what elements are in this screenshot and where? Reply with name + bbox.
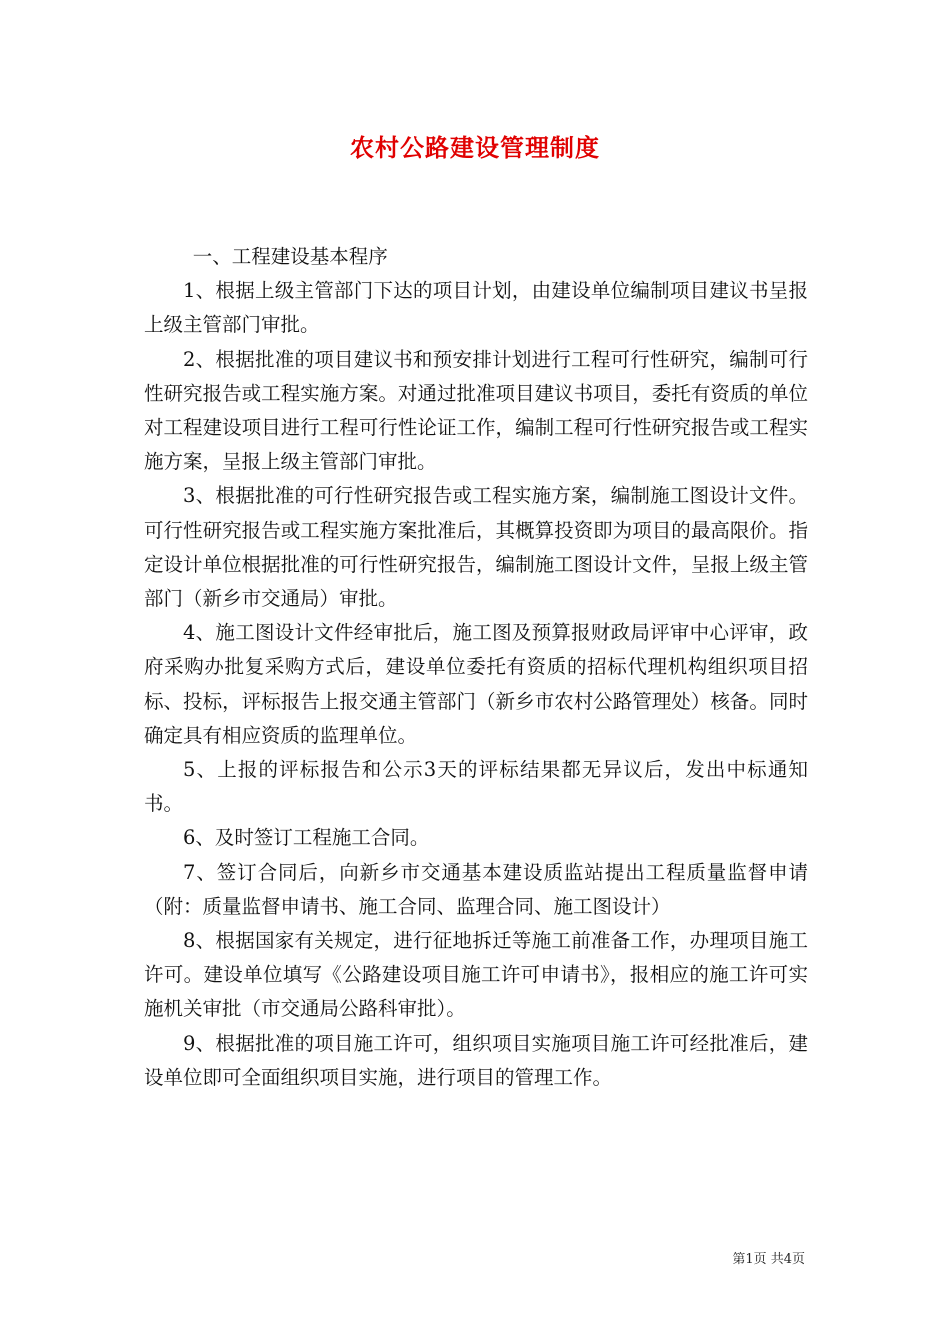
- paragraph-5: 5、上报的评标报告和公示3天的评标结果都无异议后，发出中标通知书。: [144, 758, 808, 816]
- paragraph-2: 2、根据批准的项目建议书和预安排计划进行工程可行性研究，编制可行性研究报告或工程实施方案。对通过批准项目建议书项目，委托有资质的单位对工程建设项目进行工程可行性论证工作，编制工程可行性研究报告或工程实施方案，呈报上级主管部门审批。: [144, 347, 808, 474]
- document-title: 农村公路建设管理制度: [350, 133, 600, 162]
- paragraph-3: 3、根据批准的可行性研究报告或工程实施方案，编制施工图设计文件。可行性研究报告或工程实施方案批准后，其概算投资即为项目的最高限价。指定设计单位根据批准的可行性研究报告，编制施工图设计文件，呈报上级主管部门（新乡市交通局）审批。: [144, 484, 808, 611]
- paragraph-6: 6、及时签订工程施工合同。: [183, 826, 430, 850]
- section-heading: 一、工程建设基本程序: [192, 245, 388, 268]
- document-body: [144, 240, 808, 1095]
- page-indicator: 第1页 共4页: [732, 1252, 805, 1267]
- paragraph-1: 1、根据上级主管部门下达的项目计划，由建设单位编制项目建议书呈报上级主管部门审批。: [144, 279, 808, 337]
- paragraph-7: 7、签订合同后，向新乡市交通基本建设质监站提出工程质量监督申请（附：质量监督申请书、施工合同、监理合同、施工图设计）: [144, 860, 808, 918]
- paragraph-9: 9、根据批准的项目施工许可，组织项目实施项目施工许可经批准后，建设单位即可全面组织项目实施，进行项目的管理工作。: [144, 1031, 808, 1089]
- paragraph-8: 8、根据国家有关规定，进行征地拆迁等施工前准备工作，办理项目施工许可。建设单位填写《公路建设项目施工许可申请书》，报相应的施工许可实施机关审批（市交通局公路科审批）。: [144, 929, 808, 1021]
- paragraph-4: 4、施工图设计文件经审批后，施工图及预算报财政局评审中心评审，政府采购办批复采购方式后，建设单位委托有资质的招标代理机构组织项目招标、投标，评标报告上报交通主管部门（新乡市农村公路管理处）核备。同时确定具有相应资质的监理单位。: [144, 621, 808, 747]
